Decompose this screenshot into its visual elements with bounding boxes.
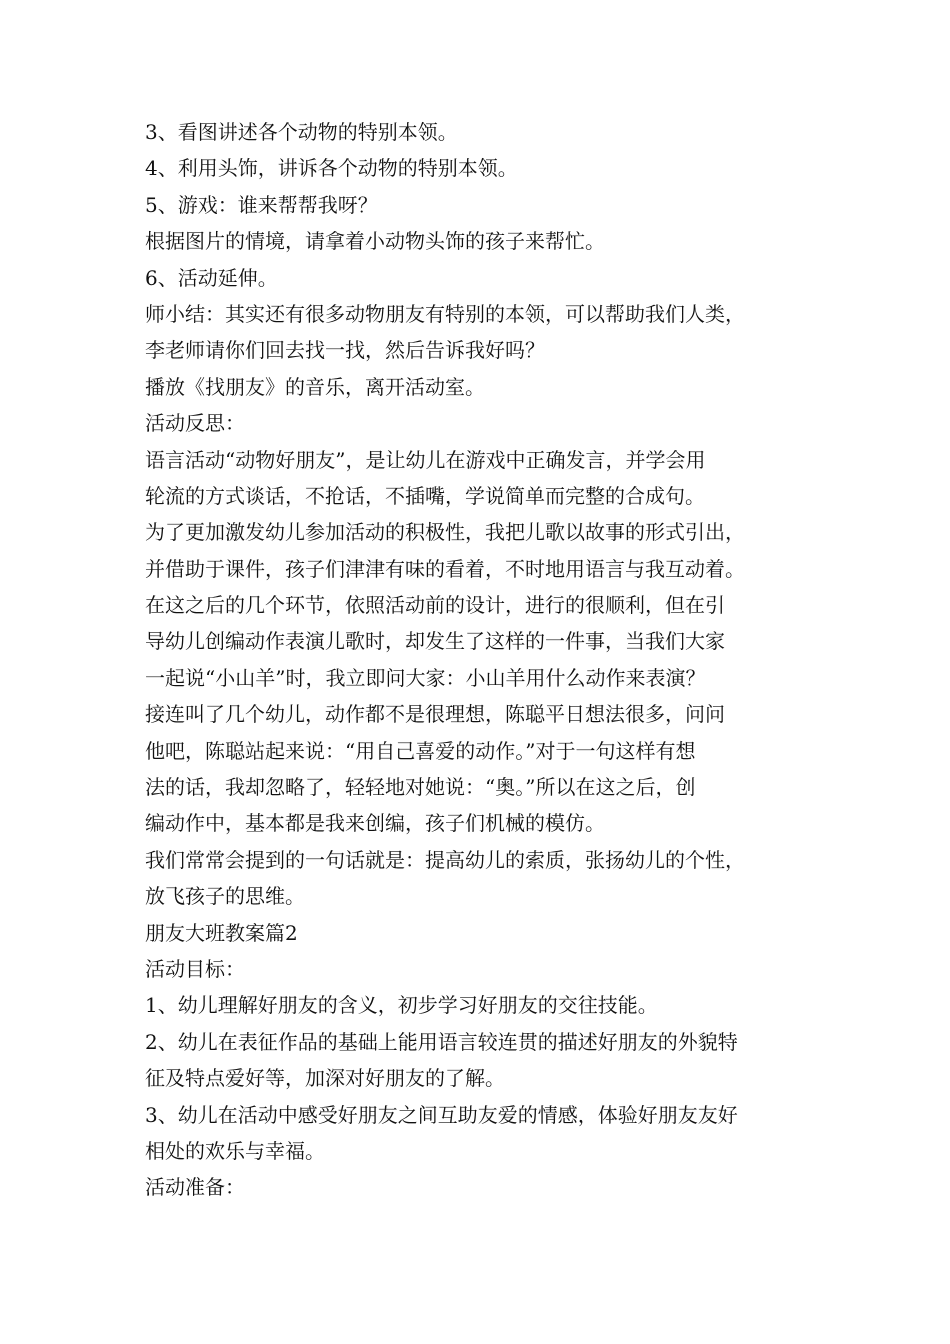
text-line: 编动作中，基本都是我来创编，孩子们机械的模仿。	[145, 811, 605, 836]
text-line: 2、幼儿在表征作品的基础上能用语言较连贯的描述好朋友的外貌特	[145, 1029, 738, 1054]
text-line: 法的话，我却忽略了，轻轻地对她说：“奥。”所以在这之后，创	[145, 775, 696, 800]
text-line: 导幼儿创编动作表演儿歌时，却发生了这样的一件事，当我们大家	[145, 629, 725, 654]
text-line: 为了更加激发幼儿参加活动的积极性，我把儿歌以故事的形式引出，	[145, 520, 745, 545]
text-line: 4、利用头饰，讲诉各个动物的特别本领。	[145, 156, 518, 181]
text-line: 接连叫了几个幼儿，动作都不是很理想，陈聪平日想法很多，问问	[145, 702, 725, 727]
text-line: 3、幼儿在活动中感受好朋友之间互助友爱的情感，体验好朋友友好	[145, 1102, 738, 1127]
text-line: 放飞孩子的思维。	[145, 884, 305, 909]
text-line: 相处的欢乐与幸福。	[145, 1138, 325, 1163]
text-line: 6、活动延伸。	[145, 265, 278, 290]
text-line: 在这之后的几个环节，依照活动前的设计，进行的很顺利，但在引	[145, 593, 725, 618]
text-line: 播放《找朋友》的音乐，离开活动室。	[145, 374, 485, 399]
text-line: 并借助于课件，孩子们津津有味的看着，不时地用语言与我互动着。	[145, 556, 745, 581]
text-line: 语言活动“动物好朋友”，是让幼儿在游戏中正确发言，并学会用	[145, 447, 706, 472]
text-line: 我们常常会提到的一句话就是：提高幼儿的索质，张扬幼儿的个性，	[145, 847, 745, 872]
text-line: 李老师请你们回去找一找，然后告诉我好吗？	[145, 338, 545, 363]
text-line: 征及特点爱好等，加深对好朋友的了解。	[145, 1066, 505, 1091]
section-heading: 活动准备：	[145, 1175, 245, 1200]
section-heading: 活动目标：	[145, 956, 245, 981]
text-line: 1、幼儿理解好朋友的含义，初步学习好朋友的交往技能。	[145, 993, 658, 1018]
text-line: 5、游戏：谁来帮帮我呀？	[145, 192, 378, 217]
text-line: 根据图片的情境，请拿着小动物头饰的孩子来帮忙。	[145, 229, 605, 254]
text-line: 3、看图讲述各个动物的特别本领。	[145, 120, 458, 144]
text-line: 轮流的方式谈话，不抢话，不插嘴，学说简单而完整的合成句。	[145, 483, 705, 508]
text-line: 师小结：其实还有很多动物朋友有特别的本领，可以帮助我们人类，	[145, 301, 745, 326]
text-line: 他吧，陈聪站起来说：“用自己喜爱的动作。”对于一句这样有想	[145, 738, 696, 763]
text-line: 一起说“小山羊”时，我立即问大家：小山羊用什么动作来表演？	[145, 665, 706, 690]
article-title: 朋友大班教案篇2	[145, 920, 298, 945]
document-body	[145, 114, 835, 1206]
section-heading: 活动反思：	[145, 411, 245, 436]
